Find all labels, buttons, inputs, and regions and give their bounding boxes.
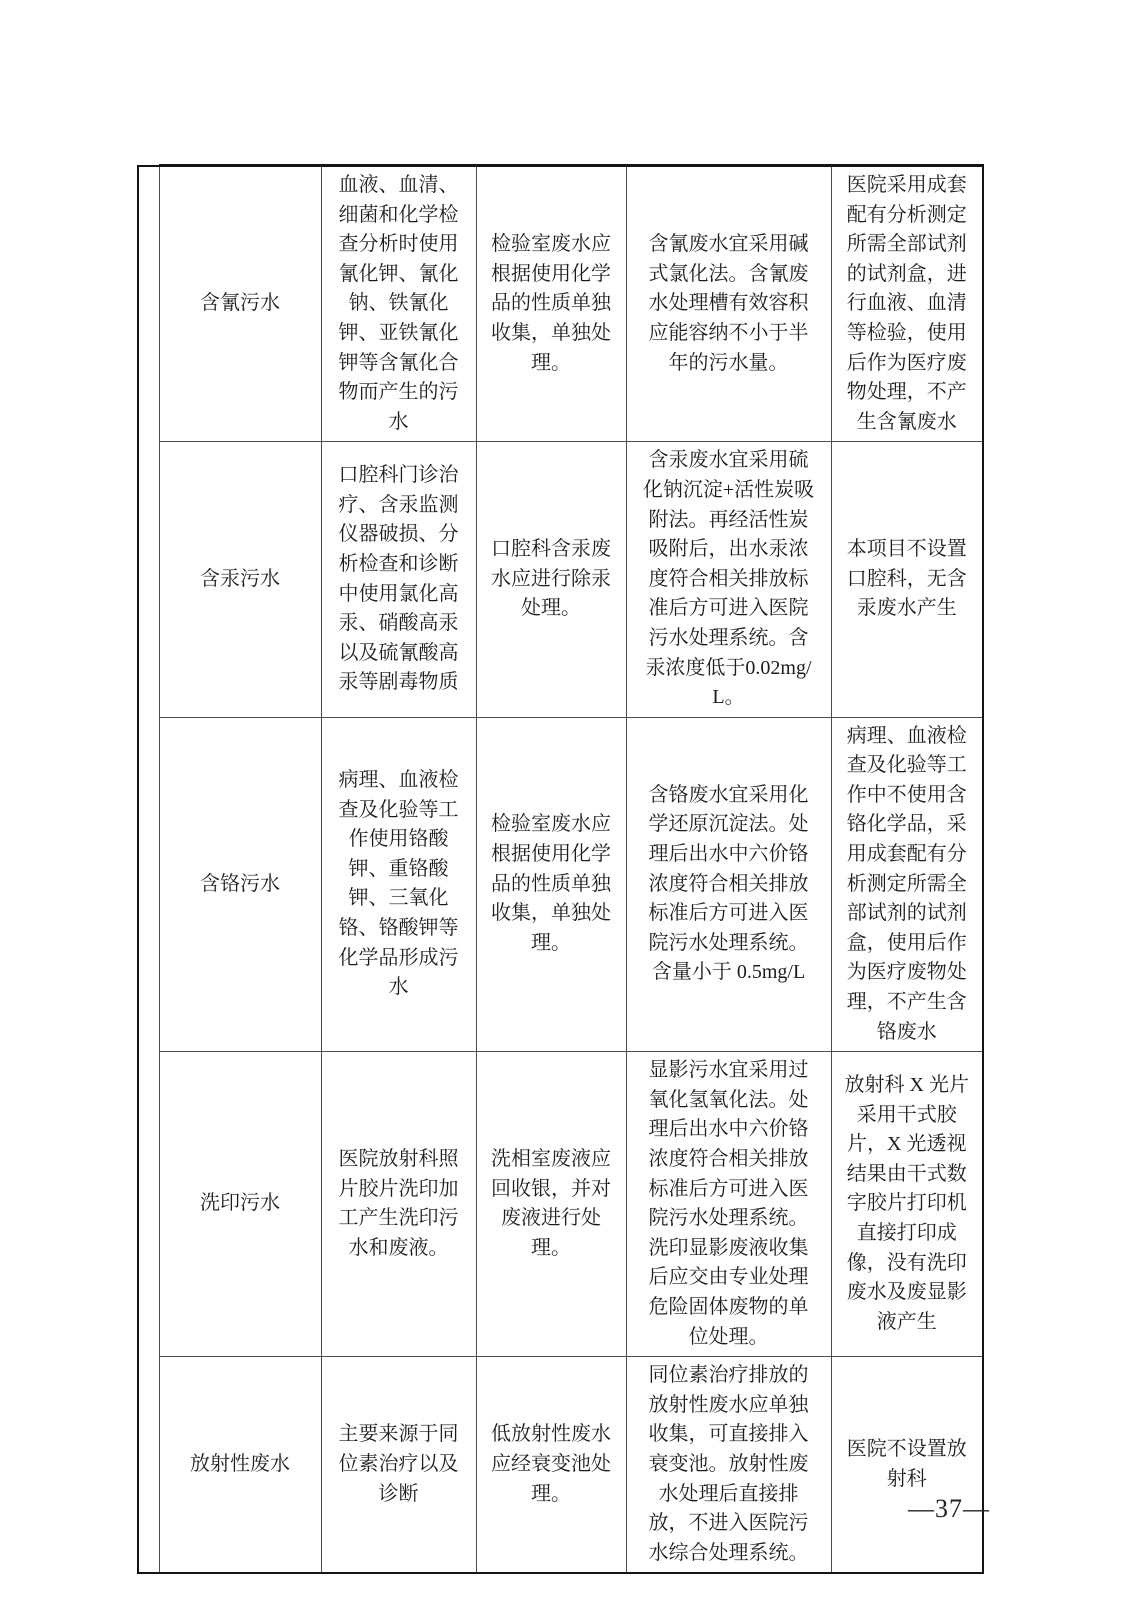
table-row xyxy=(138,717,983,1052)
project-situation-cell: 医院不设置放射科 xyxy=(831,1357,983,1574)
source-cell: 血液、血清、细菌和化学检查分析时使用氰化钾、氰化钠、铁氰化钾、亚铁氰化钾等含氰化合物而产生的污水 xyxy=(321,166,476,442)
wastewater-type-cell: 含汞污水 xyxy=(159,442,321,717)
wastewater-type-cell: 含铬污水 xyxy=(159,717,321,1052)
wastewater-type-cell: 洗印污水 xyxy=(159,1052,321,1357)
collection-cell: 低放射性废水应经衰变池处理。 xyxy=(476,1357,626,1574)
table-row xyxy=(138,1357,983,1574)
project-situation-cell: 放射科 X 光片采用干式胶片，X 光透视结果由干式数字胶片打印机直接打印成像，没有洗印废水及废显影液产生 xyxy=(831,1052,983,1357)
project-situation-cell: 病理、血液检查及化验等工作中不使用含铬化学品，采用成套配有分析测定所需全部试剂的试剂盒，使用后作为医疗废物处理，不产生含铬废水 xyxy=(831,717,983,1052)
treatment-cell: 含铬废水宜采用化学还原沉淀法。处理后出水中六价铬浓度符合相关排放标准后方可进入医院污水处理系统。含量小于 0.5mg/L xyxy=(626,717,831,1052)
wastewater-type-cell: 放射性废水 xyxy=(159,1357,321,1574)
project-situation-cell: 本项目不设置口腔科，无含汞废水产生 xyxy=(831,442,983,717)
table-continuation-cell xyxy=(138,166,159,1574)
source-cell: 口腔科门诊治疗、含汞监测仪器破损、分析检查和诊断中使用氯化高汞、硝酸高汞以及硫氰酸高汞等剧毒物质 xyxy=(321,442,476,717)
treatment-cell: 同位素治疗排放的放射性废水应单独收集，可直接排入衰变池。放射性废水处理后直接排放，不进入医院污水综合处理系统。 xyxy=(626,1357,831,1574)
source-cell: 医院放射科照片胶片洗印加工产生洗印污水和废液。 xyxy=(321,1052,476,1357)
wastewater-treatment-table xyxy=(137,164,984,1574)
source-cell: 病理、血液检查及化验等工作使用铬酸钾、重铬酸钾、三氧化铬、铬酸钾等化学品形成污水 xyxy=(321,717,476,1052)
treatment-cell: 含氰废水宜采用碱式氯化法。含氰废水处理槽有效容积应能容纳不小于半年的污水量。 xyxy=(626,166,831,442)
wastewater-type-cell: 含氰污水 xyxy=(159,166,321,442)
collection-cell: 口腔科含汞废水应进行除汞处理。 xyxy=(476,442,626,717)
table-row xyxy=(138,442,983,717)
table-row xyxy=(138,166,983,442)
project-situation-cell: 医院采用成套配有分析测定所需全部试剂的试剂盒，进行血液、血清等检验，使用后作为医疗废物处理，不产生含氰废水 xyxy=(831,166,983,442)
page-number: —37— xyxy=(908,1494,990,1523)
collection-cell: 检验室废水应根据使用化学品的性质单独收集，单独处理。 xyxy=(476,717,626,1052)
collection-cell: 洗相室废液应回收银，并对废液进行处理。 xyxy=(476,1052,626,1357)
collection-cell: 检验室废水应根据使用化学品的性质单独收集，单独处理。 xyxy=(476,166,626,442)
treatment-cell: 含汞废水宜采用硫化钠沉淀+活性炭吸附法。再经活性炭吸附后，出水汞浓度符合相关排放标准后方可进入医院污水处理系统。含汞浓度低于0.02mg/L。 xyxy=(626,442,831,717)
table-row xyxy=(138,1052,983,1357)
source-cell: 主要来源于同位素治疗以及诊断 xyxy=(321,1357,476,1574)
treatment-cell: 显影污水宜采用过氧化氢氧化法。处理后出水中六价铬浓度符合相关排放标准后方可进入医院污水处理系统。洗印显影废液收集后应交由专业处理危险固体废物的单位处理。 xyxy=(626,1052,831,1357)
